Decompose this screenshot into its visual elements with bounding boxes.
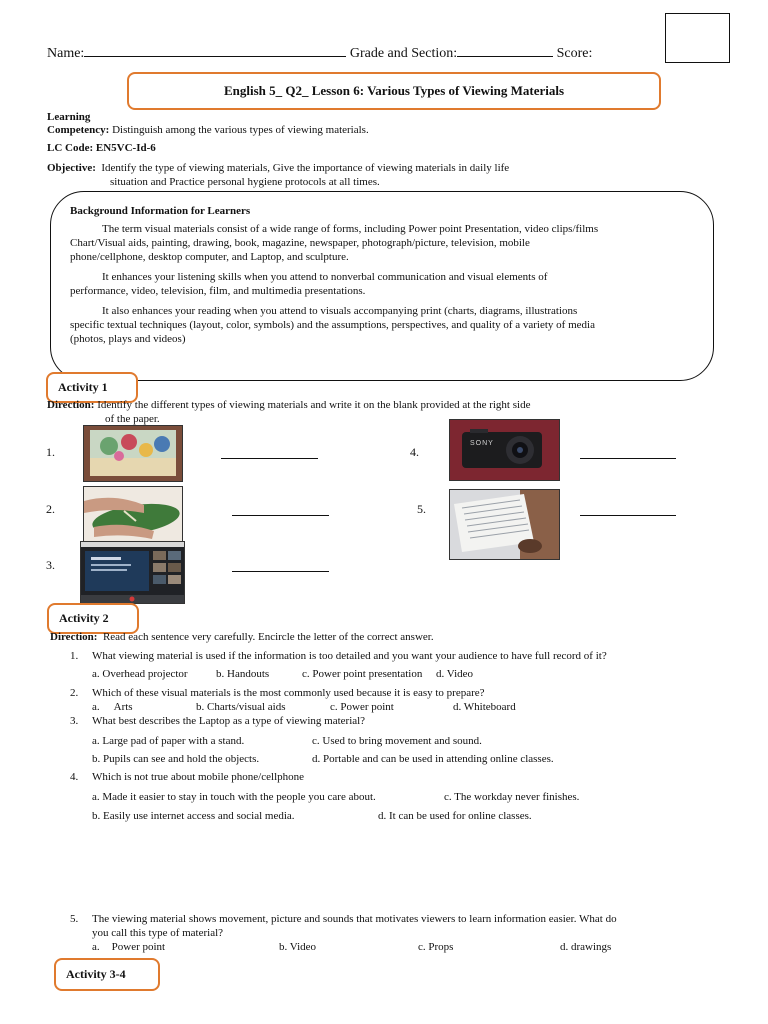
header-row [47,44,592,63]
score-label: Score: [556,46,593,61]
name-blank[interactable] [84,44,346,57]
q1-number: 1. [70,650,79,662]
lc-code-label: LC Code: [47,142,94,154]
title-box [127,72,661,110]
activity-1-direction-line-2: of the paper. [105,413,160,425]
answer-blank-2[interactable] [232,515,329,516]
answer-blank-4[interactable] [580,458,676,459]
q2-choice-c[interactable]: c. Power point [330,701,394,713]
background-paragraph-2 [70,270,710,298]
bg-p3-l2: specific textual techniques (layout, color, symbols) and the assumptions, perspectives, and quality of a variety of media [70,319,595,331]
q4-choice-b[interactable]: b. Easily use internet access and social media. [92,810,295,822]
q3-text: What best describes the Laptop as a type of viewing material? [92,715,366,727]
q1-choice-b[interactable]: b. Handouts [216,668,270,680]
competency-label-1: Learning [47,111,91,123]
activity-1-direction-line-1: Identify the different types of viewing materials and write it on the blank provided at the right side [97,399,531,411]
q2-text: Which of these visual materials is the most commonly used because it is easy to prepare? [92,687,485,699]
q5-choice-a-text: Power point [111,941,166,953]
q5-choice-b[interactable]: b. Video [279,941,317,953]
activity-1-direction [47,398,530,412]
bg-p3-l1: It also enhances your reading when you attend to visuals accompanying print (charts, diagrams, illustrations [102,305,578,317]
q3-choice-d[interactable]: d. Portable and can be used in attending online classes. [312,753,554,765]
bg-p1-l1: The term visual materials consist of a wide range of forms, including Power point Presentation, video clips/films [102,223,599,235]
q1-choice-c[interactable]: c. Power point presentation [302,668,423,680]
q4-choice-c[interactable]: c. The workday never finishes. [444,791,580,803]
item-4-number: 4. [410,445,419,459]
online-class-image [80,541,185,604]
item-2-number: 2. [46,502,55,516]
activity-34-label: Activity 3-4 [66,967,126,981]
bg-p2-l1: It enhances your listening skills when you attend to nonverbal communication and visual elements of [102,271,548,283]
activity-34-box [54,958,160,991]
competency-row [47,123,369,137]
q4-number: 4. [70,771,79,783]
answer-blank-5[interactable] [580,515,676,516]
q2-number: 2. [70,687,79,699]
activity-1-label: Activity 1 [58,380,108,394]
q5-text-line-1: The viewing material shows movement, picture and sounds that motivates viewers to learn information easier. What do [92,913,617,925]
objective-label: Objective: [47,162,96,174]
q5-choice-a[interactable] [92,940,165,954]
q3-number: 3. [70,715,79,727]
q3-choice-c[interactable]: c. Used to bring movement and sound. [312,735,482,747]
q5-choice-d[interactable]: d. drawings [560,941,612,953]
background-heading: Background Information for Learners [70,205,251,217]
item-1-number: 1. [46,445,55,459]
competency-text: Distinguish among the various types of viewing materials. [112,124,369,136]
painting-image [83,425,183,482]
q4-text: Which is not true about mobile phone/cellphone [92,771,305,783]
q4-choice-a[interactable]: a. Made it easier to stay in touch with the people you care about. [92,791,376,803]
q1-choice-a[interactable]: a. Overhead projector [92,668,188,680]
sculpture-image [83,486,183,543]
q4-choice-d[interactable]: d. It can be used for online classes. [378,810,532,822]
lesson-title: English 5_ Q2_ Lesson 6: Various Types of Viewing Materials [223,83,565,98]
activity-2-direction-text: Read each sentence very carefully. Encircle the letter of the correct answer. [102,631,434,643]
objective-line-2: situation and Practice personal hygiene protocols at all times. [110,176,380,188]
q5-choice-a-letter: a. [92,941,100,953]
q1-choice-d[interactable]: d. Video [436,668,474,680]
bg-p1-l2: Chart/Visual aids, painting, drawing, book, magazine, newspaper, photograph/picture, television, mobile [70,237,530,249]
camera-image [449,419,560,481]
grade-label: Grade and Section: [349,46,458,61]
q2-choice-b[interactable]: b. Charts/visual aids [196,701,286,713]
q1-text: What viewing material is used if the information is too detailed and you want your audience to have full record of it? [92,650,607,662]
answer-blank-3[interactable] [232,571,329,572]
item-5-number: 5. [417,502,426,516]
q2-choice-a-letter: a. [92,701,100,713]
objective-line-1: Identify the type of viewing materials, Give the importance of viewing materials in daily life [101,162,510,174]
q2-choice-d[interactable]: d. Whiteboard [453,701,516,713]
competency-label-2: Competency: [47,124,110,136]
lc-code-row [47,141,156,155]
q5-choice-c[interactable]: c. Props [418,941,454,953]
q2-choice-a[interactable] [92,700,133,714]
objective-row [47,161,509,175]
activity-2-label: Activity 2 [59,611,109,625]
grade-blank[interactable] [457,44,553,57]
newspaper-image [449,489,560,560]
bg-p2-l2: performance, video, television, film, and multimedia presentations. [70,285,366,297]
activity-2-direction [50,630,434,644]
name-label: Name: [47,46,85,61]
bg-p3-l3: (photos, plays and videos) [70,333,186,345]
answer-blank-1[interactable] [221,458,318,459]
q3-choice-a[interactable]: a. Large pad of paper with a stand. [92,735,245,747]
q5-text-line-2: you call this type of material? [92,927,224,939]
activity-1-direction-label: Direction: [47,399,95,411]
bg-p1-l3: phone/cellphone, desktop computer, and Laptop, and sculpture. [70,251,349,263]
q5-number: 5. [70,913,79,925]
q3-choice-b[interactable]: b. Pupils can see and hold the objects. [92,753,260,765]
score-box[interactable] [665,13,730,63]
background-paragraph-1 [70,222,710,264]
q2-choice-a-text: Arts [113,701,133,713]
lc-code-value: EN5VC-Id-6 [95,142,156,154]
background-paragraph-3 [70,304,710,346]
item-3-number: 3. [46,558,55,572]
activity-2-direction-label: Direction: [50,631,98,643]
camera-brand: SONY [470,440,494,447]
